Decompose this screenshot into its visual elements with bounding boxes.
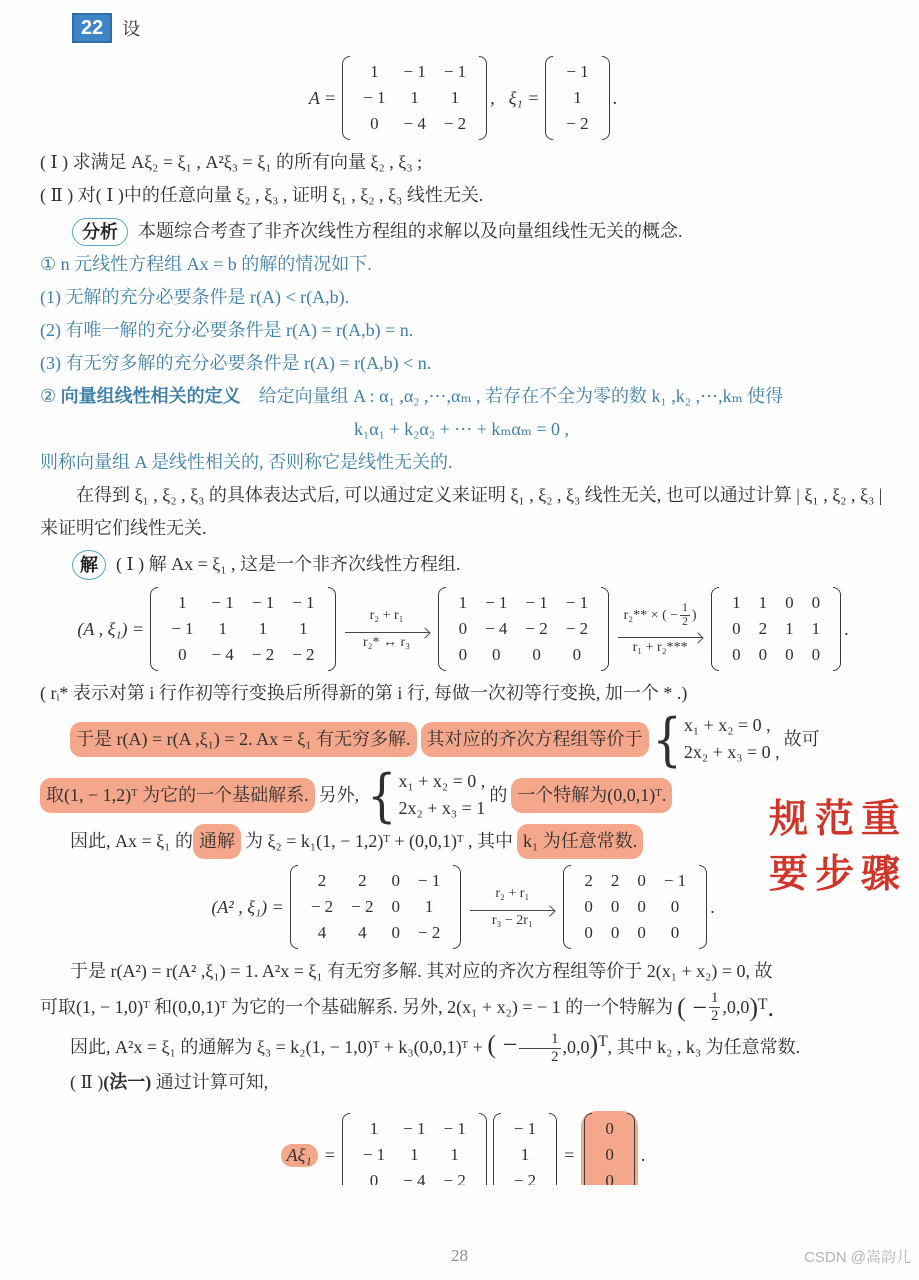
item2-marker: ②: [40, 386, 57, 406]
row-op-2-bottom: r₁ + r₂***: [632, 640, 688, 656]
period: .: [612, 87, 618, 108]
equals-sign: =: [563, 1144, 576, 1165]
row-op-note: ( rᵢ* 表示对第 i 行作初等行变换后所得新的第 i 行, 每做一次初等行变换, 加一个 * .): [40, 683, 688, 703]
matrix-cell: 0: [584, 923, 593, 942]
matrix-cell: − 2: [310, 897, 334, 916]
red-annotation: [769, 792, 907, 902]
matrix-cell: 1: [450, 88, 460, 107]
matrix-cell: 1: [811, 619, 821, 638]
part2-method1-header: [40, 1066, 883, 1099]
matrix-cell: − 2: [418, 923, 441, 942]
highlight-rank-conclusion: 于是 r(A) = r(A ,ξ₁) = 2. Ax = ξ₁ 有无穷多解.: [70, 722, 417, 757]
matrix-cell: − 1: [565, 593, 589, 612]
matrix-cell: 1: [458, 593, 468, 612]
matrix-cell: 1: [424, 897, 434, 916]
problem-part1: ( Ⅰ ) 求满足 Aξ₂ = ξ₁ , A²ξ₃ = ξ₁ 的所有向量 ξ₂ , ξ₃ ;: [40, 152, 423, 172]
matrix-cell: − 1: [566, 62, 589, 81]
analysis-case1: (1) 无解的充分必要条件是 r(A) < r(A,b).: [40, 287, 350, 307]
left-paren: [150, 587, 158, 671]
row-op-arrow-2: [618, 602, 702, 656]
right-paren: [328, 587, 336, 671]
matrix-cell: 0: [670, 923, 680, 942]
big-paren-open: ( −: [487, 1029, 518, 1059]
right-paren: [833, 587, 841, 671]
matrix-cell: 2: [317, 871, 327, 890]
matrix-cell: 0: [458, 619, 468, 638]
para5-tail: , 其中 k₂ , k₃ 为任意常数.: [607, 1036, 801, 1057]
matrix-cell: 0: [637, 897, 646, 916]
highlight-a-xi1: Aξ₁: [281, 1144, 318, 1167]
highlight-particular-solution: 一个特解为(0,0,1)ᵀ.: [511, 778, 672, 813]
equals-sign: =: [323, 1144, 336, 1165]
matrix-cell: 0: [605, 1145, 614, 1165]
watermark: CSDN @嵩韵儿: [804, 1249, 911, 1266]
big-paren-open: ( −: [677, 992, 707, 1022]
matrix-cell: 2: [758, 619, 768, 638]
para1-de: 的: [489, 784, 508, 805]
problem-part2: ( Ⅱ ) 对( Ⅰ )中的任意向量 ξ₂ , ξ₃ , 证明 ξ₁ , ξ₂ , ξ₃ 线性无关.: [40, 185, 484, 205]
matrix-cell: 1: [258, 619, 268, 638]
row-op-arrow-3: [470, 885, 554, 929]
matrix-cell: − 1: [403, 1119, 426, 1139]
para-general-solution-xi2: [40, 824, 883, 859]
para-rank-a2: 于是 r(A²) = r(A² ,ξ₁) = 1. A²x = ξ₁ 有无穷多解. 其对应的齐次方程组等价于 2(x₁ + x₂) = 0, 故: [70, 961, 773, 981]
matrix-cell: 1: [573, 88, 582, 107]
matrix-cell: 0: [178, 645, 187, 664]
matrix-cell: 0: [391, 923, 400, 942]
left-paren: [438, 587, 446, 671]
arrow-shaft-icon: [618, 630, 702, 638]
analysis-case2: (2) 有唯一解的充分必要条件是 r(A) = r(A,b) = n.: [40, 320, 414, 340]
part2-head-post: 通过计算可知,: [155, 1072, 269, 1093]
right-paren: [479, 1113, 487, 1185]
augmented-matrix-1: [150, 587, 335, 671]
para5-mid: ,0,0: [562, 1036, 590, 1057]
analysis-remark: 在得到 ξ₁ , ξ₂ , ξ₃ 的具体表达式后, 可以通过定义来证明 ξ₁ , ξ₂ , ξ₃ 线性无关, 也可以通过计算 | ξ₁ , ξ₂ , ξ₃ | 来证明它们线性无关.: [40, 485, 883, 538]
analysis-item2-end: 则称向量组 A 是线性相关的, 否则称它是线性无关的.: [40, 452, 453, 472]
matrix-cell: − 2: [565, 619, 589, 638]
row-op-1-bottom: r₂* ↔ r₃: [363, 635, 411, 650]
para2-seg2: 为 ξ₂ = k₁(1, − 1,2)ᵀ + (0,0,1)ᵀ , 其中: [244, 831, 514, 851]
matrix-cell: 1: [299, 619, 308, 638]
matrix-cell: 0: [670, 897, 680, 916]
right-paren: [601, 587, 609, 671]
matrix-cell: − 1: [403, 62, 426, 81]
row-op-arrow-1: [345, 607, 429, 651]
matrix-cell: − 1: [251, 593, 275, 612]
para1-mid: 另外,: [318, 784, 360, 805]
para1-tail: 故可: [783, 728, 820, 749]
matrix-cell: 1: [218, 619, 227, 638]
matrix-cell: − 2: [292, 645, 315, 664]
left-paren: [342, 56, 350, 140]
matrix-cell: − 2: [351, 897, 374, 916]
para-general-solution-xi3: [40, 1027, 883, 1066]
row-op-1-top: r₂ + r₁: [369, 608, 404, 623]
matrix-cell: − 4: [211, 645, 234, 664]
period: .: [844, 618, 849, 639]
matrix-cell: 1: [369, 1119, 379, 1139]
right-paren: [549, 1113, 557, 1185]
matrix-cell: 0: [605, 1119, 614, 1139]
matrix-cell: 0: [785, 645, 794, 664]
left-paren: [342, 1113, 350, 1185]
matrix-cell: 0: [785, 593, 794, 612]
item2-rest: 给定向量组 A : α₁ ,α₂ ,⋯,αₘ , 若存在不全为零的数 k₁ ,k₂ ,⋯,kₘ 使得: [240, 386, 784, 406]
matrix-cell: 2: [358, 871, 367, 890]
row-op-2-top: r₂** × ( − $\frac{1}{2}$ ): [623, 601, 697, 628]
big-paren-close: )ᵀ: [589, 1029, 608, 1059]
matrix-cell: 0: [637, 871, 646, 890]
final-equation-clipped: [40, 1105, 883, 1185]
period: .: [640, 1144, 646, 1165]
matrix-cell: 0: [610, 897, 620, 916]
matrix-cell: − 1: [443, 1119, 466, 1139]
matrix-cell: − 1: [292, 593, 315, 612]
matrix-cell: − 2: [525, 619, 548, 638]
analysis-item2: [40, 380, 883, 413]
row-op-3-top: r₂ + r₁: [495, 886, 530, 901]
matrix-cell: 0: [491, 645, 501, 664]
left-paren: [563, 865, 571, 949]
matrix-cell: − 1: [525, 593, 548, 612]
comma: ,: [490, 87, 495, 108]
matrix-cell: − 1: [211, 593, 234, 612]
matrix-cell: − 1: [485, 593, 508, 612]
matrix-cell: − 4: [485, 619, 508, 638]
left-paren: [545, 56, 553, 140]
linear-combination-formula: k₁α₁ + k₂α₂ + ⋯ + kₘαₘ = 0 ,: [353, 419, 570, 439]
one-half-fraction: $\frac{1}{2}$: [682, 601, 688, 628]
matrix-a: [342, 56, 487, 140]
matrix-cell: − 2: [443, 114, 467, 133]
matrix-cell: 2: [584, 871, 593, 890]
problem-number-badge: 22: [72, 13, 112, 43]
augmented-matrix-a2: [290, 865, 462, 949]
augmented-matrix-2: [438, 587, 610, 671]
analysis-case3: (3) 有无穷多解的充分必要条件是 r(A) = r(A,b) < n.: [40, 353, 432, 373]
para-infinitely-many-solutions: [40, 705, 883, 773]
matrix-cell: 1: [732, 593, 741, 612]
augmented-matrix-3: [711, 587, 841, 671]
analysis-item1: ① n 元线性方程组 Ax = b 的解的情况如下.: [40, 254, 372, 274]
para-basis-a2: [40, 990, 883, 1025]
matrix-cell: 0: [572, 645, 582, 664]
highlight-basis-solution: 取(1, − 1,2)ᵀ 为它的一个基础解系.: [40, 778, 315, 813]
matrix-cell: 0: [610, 923, 620, 942]
one-half-fraction: $\frac{1}{2}$: [711, 990, 719, 1024]
given-equation: [40, 56, 883, 140]
matrix-cell: 1: [450, 1145, 459, 1165]
left-paren: [493, 1113, 501, 1185]
matrix-cell: − 4: [403, 114, 426, 133]
analysis-header: [40, 215, 883, 248]
brace-icon: {: [367, 761, 397, 829]
problem-header: [40, 10, 883, 46]
para2-seg1: 因此, Ax = ξ₁ 的: [70, 831, 193, 851]
xi1-vector: [545, 56, 609, 140]
arrow-shaft-icon: [470, 903, 554, 911]
annotation-line2: 要步骤: [768, 853, 907, 896]
matrix-cell: − 2: [443, 1171, 466, 1186]
matrix-a-final: [342, 1113, 487, 1185]
highlight-zero-vector: [581, 1111, 638, 1185]
matrix-cell: 0: [370, 114, 379, 133]
augmented-matrix-a2-label: (A² , ξ₁) =: [211, 896, 284, 917]
matrix-cell: 1: [178, 593, 187, 612]
row-op-3-bottom: r₃ − 2r₁: [491, 913, 533, 928]
problem-intro: 设: [122, 19, 141, 39]
solution-step1-intro: ( Ⅰ ) 解 Ax = ξ₁ , 这是一个非齐次线性方程组.: [116, 554, 461, 574]
arrow-shaft-icon: [345, 625, 429, 633]
xi1-label: ξ₁ =: [508, 87, 540, 108]
row-reduction-2: [40, 865, 883, 949]
analysis-intro: 本题综合考查了非齐次线性方程组的求解以及向量组线性无关的概念.: [138, 221, 683, 241]
matrix-cell: − 1: [513, 1119, 537, 1139]
matrix-cell: 0: [811, 593, 821, 612]
para5-pre: 因此, A²x = ξ₁ 的通解为 ξ₃ = k₂(1, − 1,0)ᵀ + k₃(0,0,1)ᵀ +: [70, 1036, 483, 1057]
annotation-line1: 规范重: [768, 798, 907, 841]
matrix-cell: 0: [391, 871, 400, 890]
matrix-cell: − 2: [513, 1171, 537, 1186]
matrix-cell: − 1: [363, 88, 386, 107]
matrix-cell: − 1: [443, 62, 467, 81]
highlight-general-solution-term: 通解: [193, 824, 241, 859]
left-paren: [584, 1113, 592, 1185]
item2-definition-title: 向量组线性相关的定义: [60, 386, 241, 406]
matrix-cell: 0: [532, 645, 541, 664]
matrix-cell: 0: [605, 1171, 614, 1186]
matrix-cell: − 1: [171, 619, 194, 638]
matrix-cell: 0: [732, 619, 741, 638]
matrix-cell: − 2: [251, 645, 275, 664]
method1-label: (法一): [103, 1072, 152, 1093]
matrix-cell: 0: [732, 645, 741, 664]
right-paren: [627, 1113, 635, 1185]
matrix-cell: 1: [410, 1145, 419, 1165]
solution-header: [40, 548, 883, 581]
left-paren: [711, 587, 719, 671]
highlight-equiv-system: 其对应的齐次方程组等价于: [421, 722, 649, 757]
part2-marker: ( Ⅱ ): [70, 1072, 104, 1093]
matrix-cell: − 4: [403, 1171, 426, 1186]
matrix-cell: − 2: [566, 114, 589, 133]
brace-icon: {: [652, 705, 682, 773]
matrix-cell: 1: [410, 88, 419, 107]
right-paren: [453, 865, 461, 949]
highlight-k1-arbitrary: k₁ 为任意常数.: [517, 824, 643, 859]
matrix-cell: 0: [369, 1171, 379, 1186]
left-paren: [290, 865, 298, 949]
matrix-cell: 1: [370, 62, 379, 81]
augmented-matrix-a2-reduced: [563, 865, 707, 949]
nonhomogeneous-system: { x₁ + x₂ = 0 , 2x₂ + x₃ = 1: [367, 761, 486, 829]
matrix-a-label: A =: [308, 87, 337, 108]
para4-pre: 可取(1, − 1,0)ᵀ 和(0,0,1)ᵀ 为它的一个基础解系. 另外, 2(x₁ + x₂) = − 1 的一个特解为: [40, 996, 674, 1017]
page-number: 28: [451, 1246, 468, 1265]
matrix-cell: − 1: [362, 1145, 386, 1165]
matrix-cell: 4: [358, 923, 367, 942]
matrix-cell: − 1: [663, 871, 687, 890]
row-reduction-1: [40, 587, 883, 671]
analysis-label: 分析: [72, 218, 128, 246]
right-paren: [699, 865, 707, 949]
matrix-cell: 0: [811, 645, 821, 664]
para4-mid: ,0,0: [722, 996, 750, 1017]
xi1-vector-final: [493, 1113, 557, 1185]
matrix-cell: 0: [458, 645, 468, 664]
matrix-cell: 0: [758, 645, 768, 664]
matrix-cell: 0: [391, 897, 400, 916]
matrix-cell: 0: [637, 923, 646, 942]
period: .: [710, 896, 715, 917]
one-half-fraction: $\frac{1}{2}$: [519, 1031, 560, 1066]
matrix-cell: − 1: [418, 871, 441, 890]
augmented-matrix-1-label: (A , ξ₁) =: [77, 618, 145, 639]
right-paren: [602, 56, 610, 140]
big-paren-close: )ᵀ.: [749, 992, 774, 1022]
homogeneous-system-1: { x₁ + x₂ = 0 , 2x₂ + x₃ = 0 ,: [652, 705, 780, 773]
solution-label: 解: [72, 550, 106, 580]
matrix-cell: 0: [584, 897, 593, 916]
a-xi1-equation: [40, 1111, 883, 1185]
matrix-cell: 4: [317, 923, 327, 942]
matrix-cell: 1: [785, 619, 794, 638]
right-paren: [479, 56, 487, 140]
matrix-cell: 1: [520, 1145, 530, 1165]
matrix-cell: 2: [610, 871, 620, 890]
matrix-cell: 1: [758, 593, 768, 612]
